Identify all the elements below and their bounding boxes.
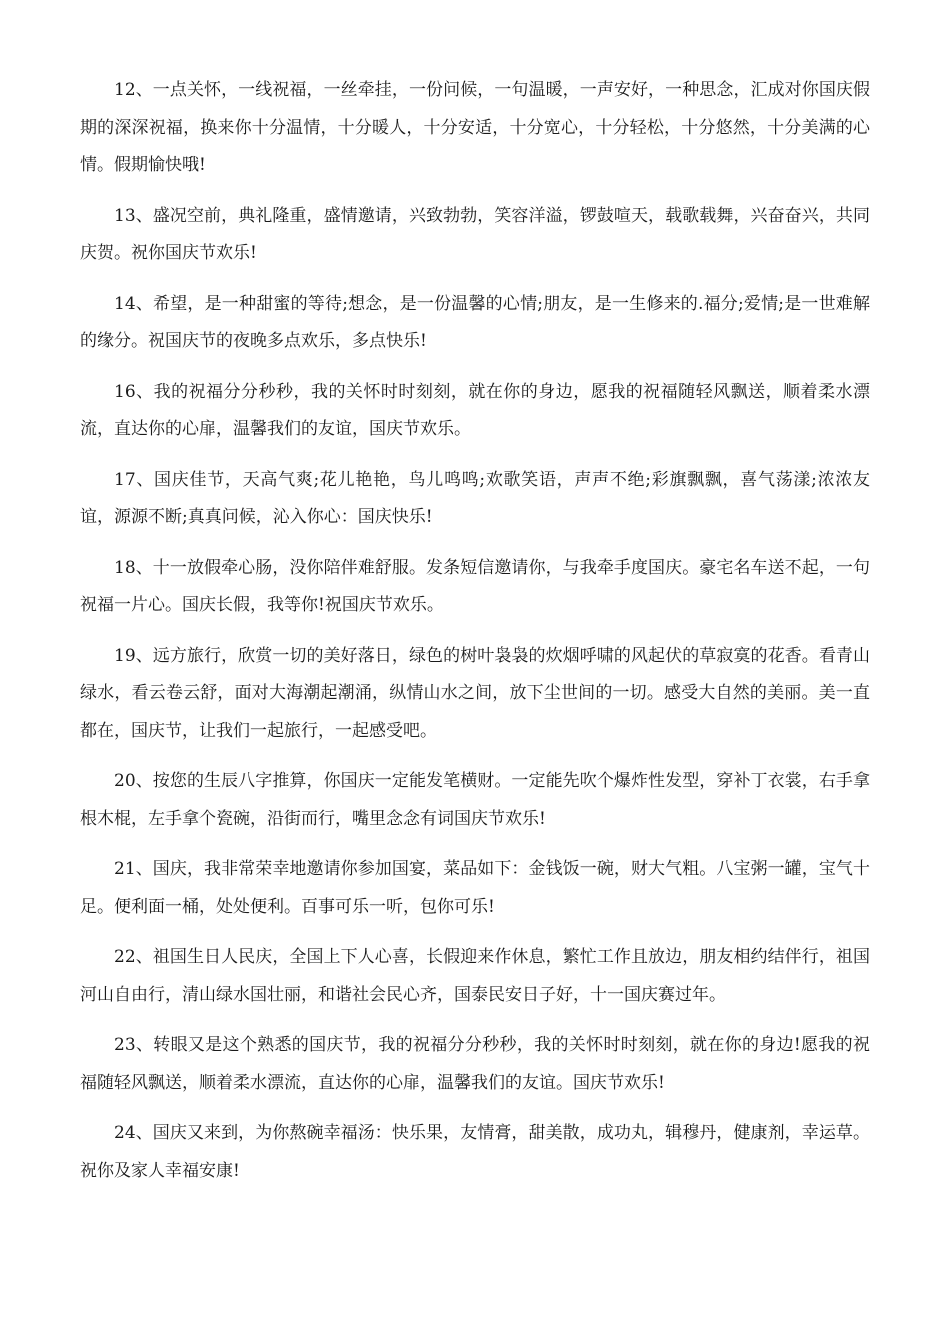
paragraph-12: 12、一点关怀，一线祝福，一丝牵挂，一份问候，一句温暖，一声安好，一种思念，汇成对你国庆假期的深深祝福，换来你十分温情，十分暖人，十分安适，十分宽心，十分轻松，十分悠然，十分美满的心情。假期愉快哦! <box>80 80 870 175</box>
paragraph-20: 20、按您的生辰八字推算，你国庆一定能发笔横财。一定能先吹个爆炸性发型，穿补丁衣裳，右手拿根木棍，左手拿个瓷碗，沿街而行，嘴里念念有词国庆节欢乐! <box>80 771 870 829</box>
paragraph-18: 18、十一放假牵心肠，没你陪伴难舒服。发条短信邀请你，与我牵手度国庆。豪宅名车送不起，一句祝福一片心。国庆长假，我等你!祝国庆节欢乐。 <box>80 557 870 615</box>
paragraph-22: 22、祖国生日人民庆，全国上下人心喜，长假迎来作休息，繁忙工作且放边，朋友相约结伴行，祖国河山自由行，清山绿水国壮丽，和谐社会民心齐，国泰民安日子好，十一国庆赛过年。 <box>80 947 870 1005</box>
document-page <box>80 72 870 1203</box>
paragraph-13: 13、盛况空前，典礼隆重，盛情邀请，兴致勃勃，笑容洋溢，锣鼓喧天，载歌载舞，兴奋奋兴，共同庆贺。祝你国庆节欢乐! <box>80 205 870 263</box>
paragraph-14: 14、希望，是一种甜蜜的等待;想念，是一份温馨的心情;朋友，是一生修来的.福分;爱情;是一世难解的缘分。祝国庆节的夜晚多点欢乐，多点快乐! <box>80 293 870 351</box>
paragraph-21: 21、国庆，我非常荣幸地邀请你参加国宴，菜品如下：金钱饭一碗，财大气粗。八宝粥一罐，宝气十足。便利面一桶，处处便利。百事可乐一听，包你可乐! <box>80 859 870 917</box>
paragraph-16: 16、我的祝福分分秒秒，我的关怀时时刻刻，就在你的身边，愿我的祝福随轻风飘送，顺着柔水漂流，直达你的心扉，温馨我们的友谊，国庆节欢乐。 <box>80 381 870 439</box>
paragraph-23: 23、转眼又是这个熟悉的国庆节，我的祝福分分秒秒，我的关怀时时刻刻，就在你的身边!愿我的祝福随轻风飘送，顺着柔水漂流，直达你的心扉，温馨我们的友谊。国庆节欢乐! <box>80 1035 870 1093</box>
paragraph-24: 24、国庆又来到，为你熬碗幸福汤：快乐果，友情膏，甜美散，成功丸，辑穆丹，健康剂，幸运草。祝你及家人幸福安康! <box>80 1123 870 1181</box>
paragraph-19: 19、远方旅行，欣赏一切的美好落日，绿色的树叶袅袅的炊烟呼啸的风起伏的草寂寞的花香。看青山绿水，看云卷云舒，面对大海潮起潮涌，纵情山水之间，放下尘世间的一切。感受大自然的美丽。美一直都在，国庆节，让我们一起旅行，一起感受吧。 <box>80 645 870 741</box>
paragraph-17: 17、国庆佳节，天高气爽;花儿艳艳，鸟儿鸣鸣;欢歌笑语，声声不绝;彩旗飘飘，喜气荡漾;浓浓友谊，源源不断;真真问候，沁入你心：国庆快乐! <box>80 469 870 527</box>
